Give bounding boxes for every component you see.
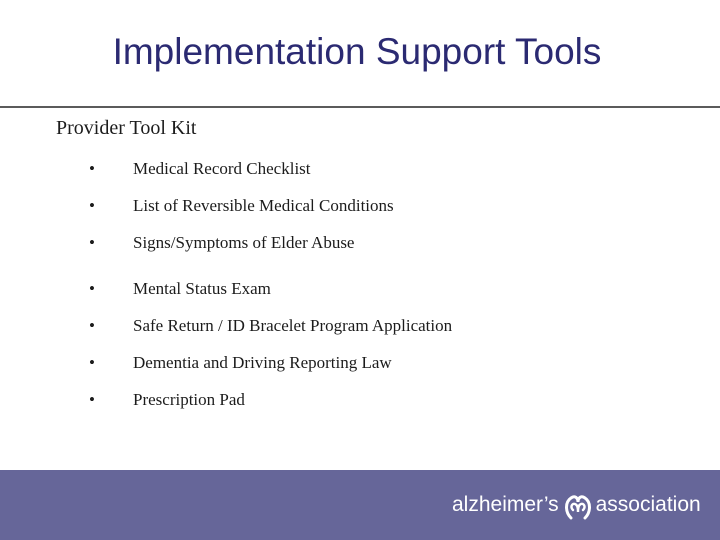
list-item-text: Signs/Symptoms of Elder Abuse xyxy=(133,233,355,252)
bullet-icon: • xyxy=(89,316,95,335)
section-heading: Provider Tool Kit xyxy=(56,117,197,139)
alzheimers-purple-knot-icon xyxy=(563,488,593,522)
logo-text-association: association xyxy=(595,493,701,516)
alzheimers-association-logo xyxy=(452,487,701,523)
bullet-icon: • xyxy=(89,353,95,372)
list-item-text: Prescription Pad xyxy=(133,390,245,409)
bullet-icon: • xyxy=(89,159,95,178)
slide-title: Implementation Support Tools xyxy=(112,31,602,72)
bullet-icon: • xyxy=(89,196,95,215)
list-item-text: Medical Record Checklist xyxy=(133,159,311,178)
list-item-text: Mental Status Exam xyxy=(133,279,271,298)
bullet-icon: • xyxy=(89,279,95,298)
bullet-icon: • xyxy=(89,233,95,252)
list-item-text: Safe Return / ID Bracelet Program Application xyxy=(133,316,453,335)
list-item-text: Dementia and Driving Reporting Law xyxy=(133,353,392,372)
logo-text-alzheimers: alzheimer’s xyxy=(452,493,559,516)
list-item-text: List of Reversible Medical Conditions xyxy=(133,196,394,215)
title-divider xyxy=(0,106,720,108)
bullet-icon: • xyxy=(89,390,95,409)
